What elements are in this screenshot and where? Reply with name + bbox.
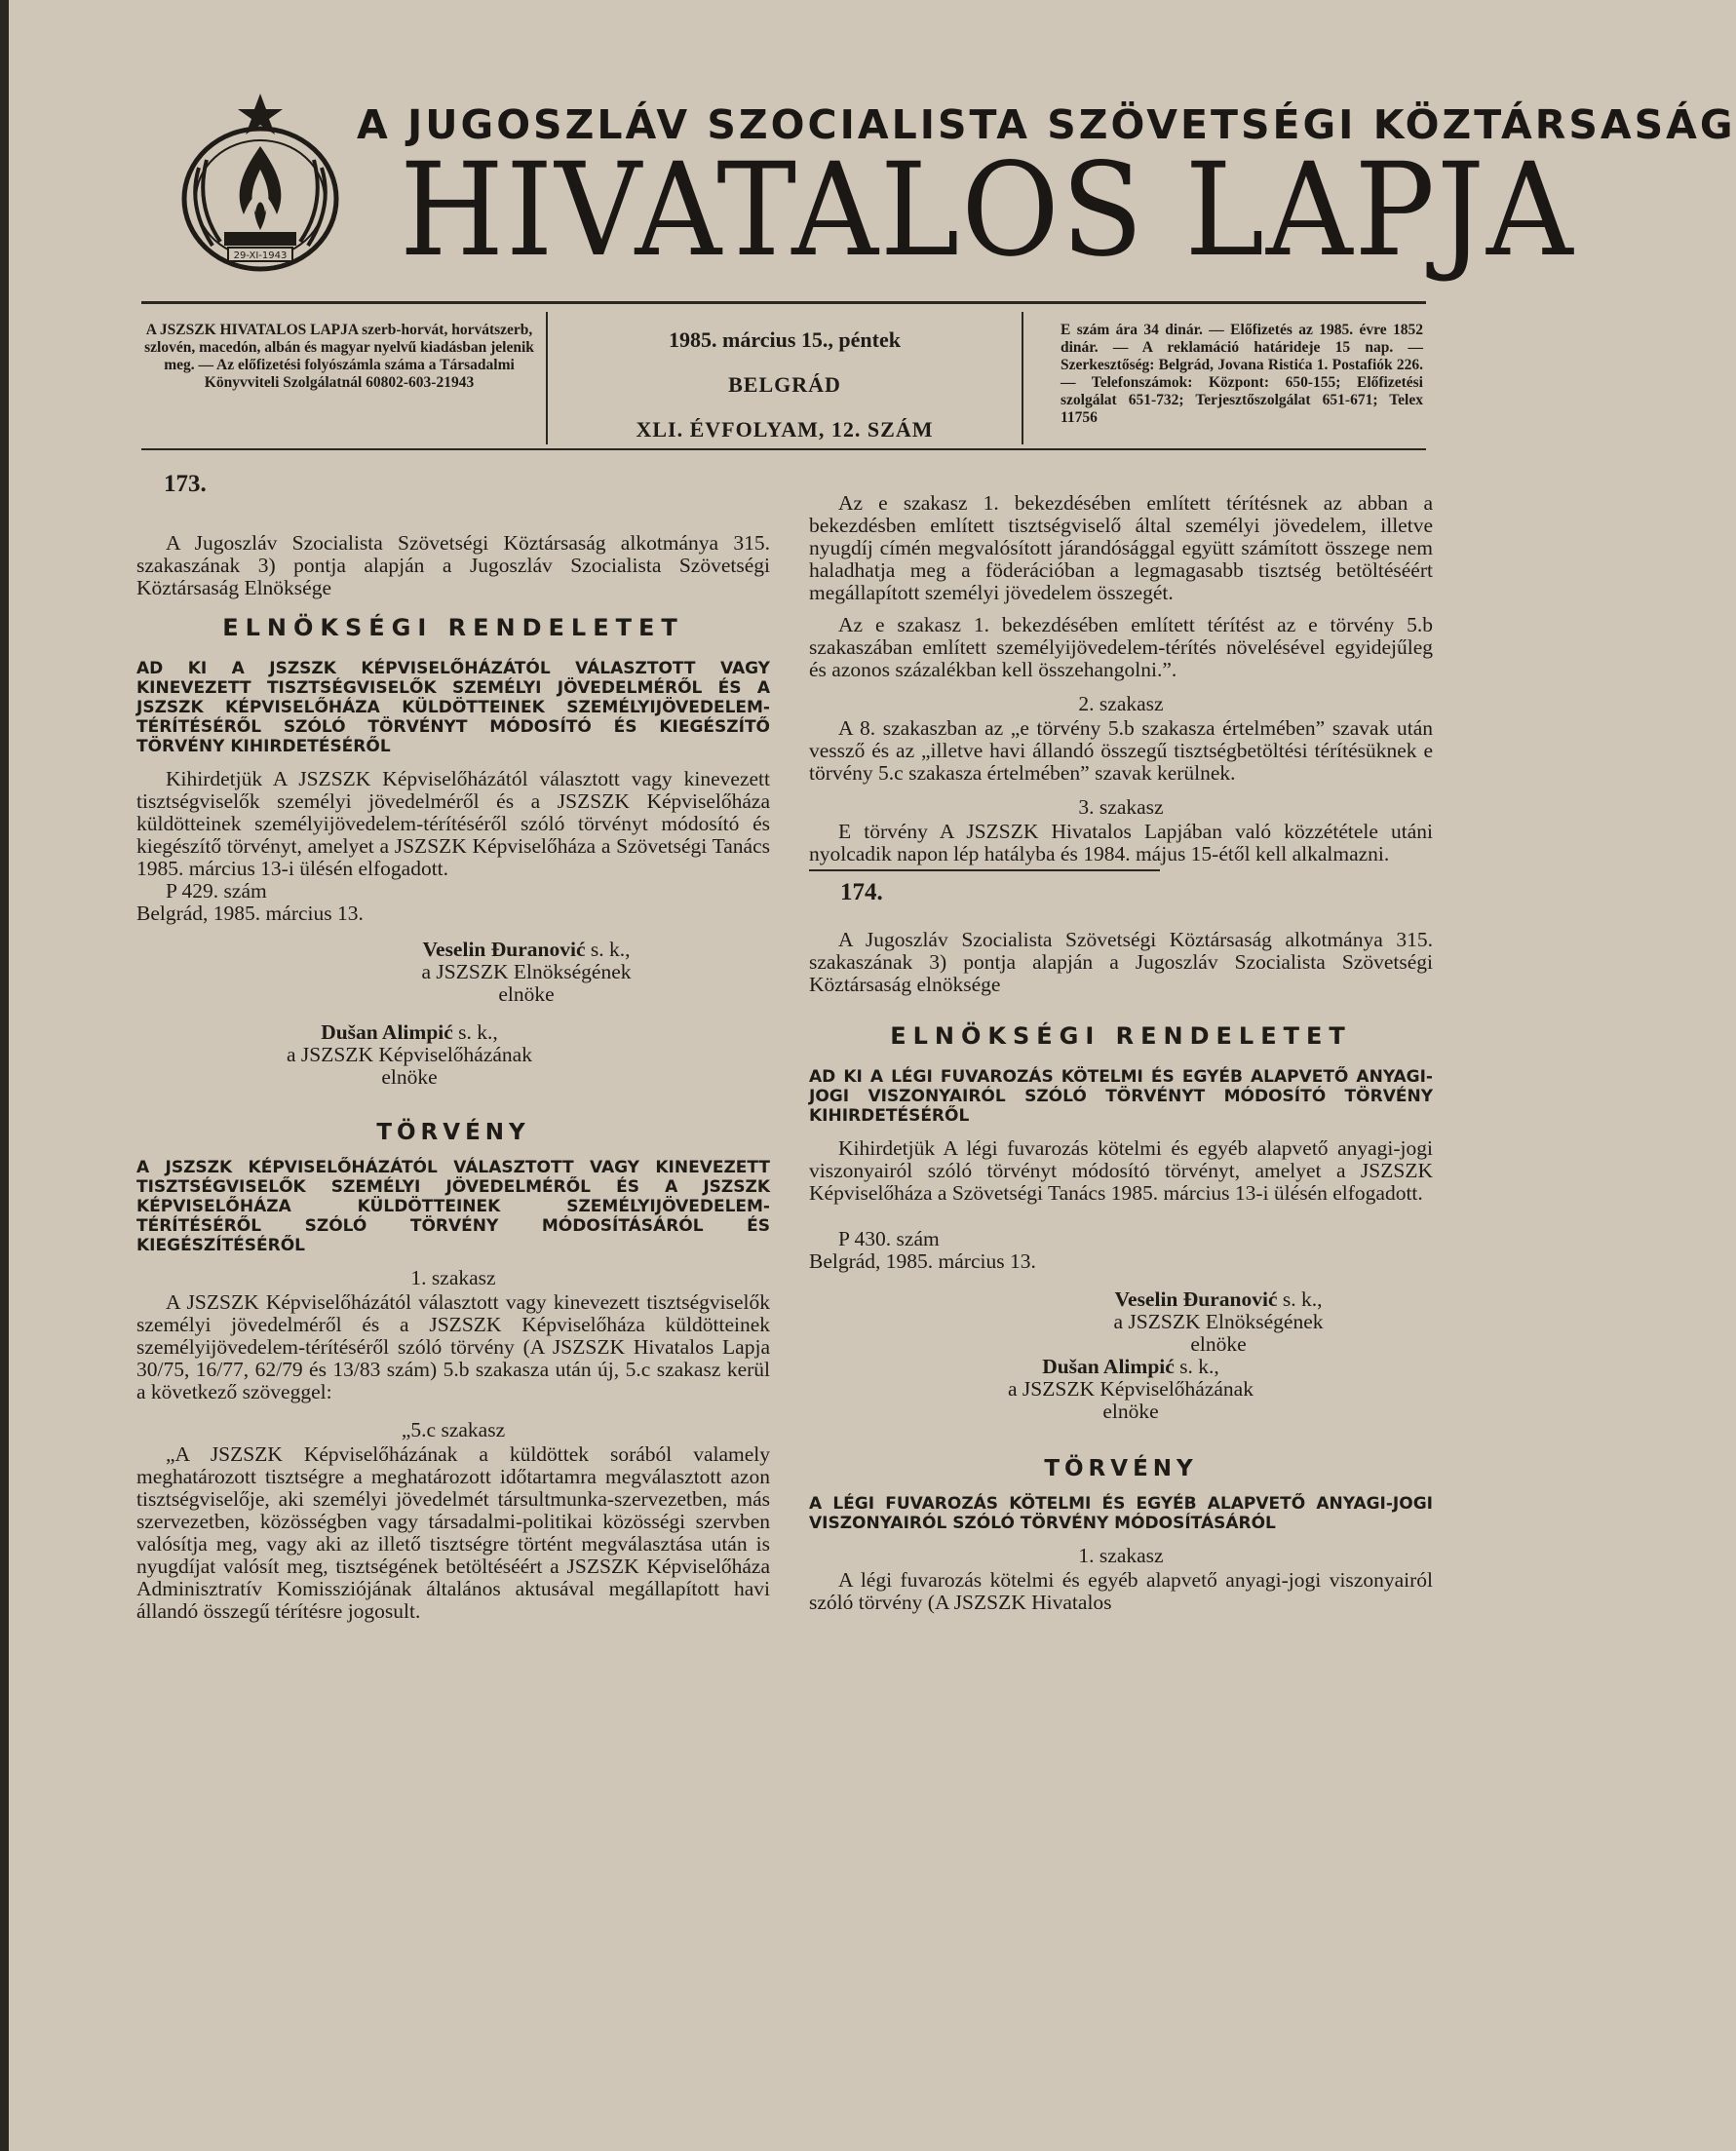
signatory-role-2: elnöke [381,1065,438,1089]
header-divider-left [546,312,548,444]
signatory-role: a JSZSZK Képviselőházának [1008,1377,1254,1401]
reference-number: P 429. szám [166,879,267,903]
signatory-name: Dušan Alimpić [1042,1355,1175,1378]
emblem-date: 29-XI-1943 [233,250,288,261]
signatory-role: a JSZSZK Elnökségének [421,960,632,983]
place-date: Belgrád, 1985. március 13. [809,1249,1036,1273]
signatory-role-2: elnöke [1102,1400,1159,1423]
law-title: TÖRVÉNY [376,1120,530,1145]
issue-city: BELGRÁD [728,372,841,397]
signatory-sk: s. k., [1179,1355,1219,1378]
header-divider-right [1022,312,1023,444]
section-heading: 1. szakasz [410,1266,496,1289]
masthead-top-line: A JUGOSZLÁV SZOCIALISTA SZÖVETSÉGI KÖZTÁRSASÁG [357,101,1736,148]
item-number: 173. [164,471,207,497]
signatory-name: Veselin Đuranović [422,938,586,961]
signature-block-1 [380,939,673,1006]
paragraph: Az e szakasz 1. bekezdésében említett térítésnek az abban a bekezdésben említett tisztségviselő által személyi jövedelem, illetve nyugdíj címén megvalósított járandósággal együtt számított összege nem haladhatja meg a föderációban a legmagasabb tisztség betöltéséért megállapított személyi jövedelem összegét. [809,491,1433,604]
signatory-sk: s. k., [1282,1287,1323,1311]
decree-subtitle: AD KI A LÉGI FUVAROZÁS KÖTELMI ÉS EGYÉB ALAPVETŐ ANYAGI-JOGI VISZONYAIRÓL SZÓLÓ TÖRVÉNYT MÓDOSÍTÓ TÖRVÉNY KIHIRDETÉSÉRŐL [809,1067,1433,1126]
decree-title: ELNÖKSÉGI RENDELETET [222,614,684,641]
reference-number: P 430. szám [838,1227,940,1250]
signatory-name: Veselin Đuranović [1114,1287,1278,1311]
right-column [809,492,1433,1614]
header-issue-block [565,327,1004,442]
header-rule-top [141,301,1426,304]
signatory-role: a JSZSZK Képviselőházának [287,1043,532,1066]
legal-basis-paragraph: A Jugoszláv Szocialista Szövetségi Köztársaság alkotmánya 315. szakaszának 3) pontja alapján a Jugoszláv Szocialista Szövetségi Köztársaság Elnöksége [136,531,770,599]
section-5c-text: „A JSZSZK Képviselőházának a küldöttek sorából valamely meghatározott tisztségre a meghatározott időtartamra megválasztott azon tisztségviselője, aki személyi jövedelmét társultmunka-szervezetben, más szervezetben, közösségben vagy társadalmi-politikai közösségi szervben valósítja meg, vagy aki az illető tisztségre történt megválasztása után is nyugdíjat valósít meg, tisztségének betöltéséért a JSZSZK Képviselőháza Adminisztratív Komissziójának általános aktusával megállapított havi állandó összegű térítésre jogosult. [136,1442,770,1623]
masthead-title: HIVATALOS LAPJA [400,135,1575,286]
section-heading: 1. szakasz [1078,1544,1164,1567]
item-number: 174. [840,879,883,905]
page-edge-shadow [0,0,9,2151]
paragraph: Az e szakasz 1. bekezdésében említett térítést az e törvény 5.b szakaszában említett személyijövedelem-térítés növelésével egyidejűleg és azonos százalékban kell összehangolni.”. [809,613,1433,681]
section-text: E törvény A JSZSZK Hivatalos Lapjában való közzététele utáni nyolcadik napon lép hatályba és 1984. május 15-étől kell alkalmazni. [809,820,1433,865]
place-date: Belgrád, 1985. március 13. [136,902,364,925]
separator-rule [809,869,1160,871]
issue-date: 1985. március 15., péntek [669,327,901,352]
section-heading: 3. szakasz [1078,795,1164,819]
decree-title: ELNÖKSÉGI RENDELETET [890,1022,1352,1050]
signatory-role: a JSZSZK Elnökségének [1113,1310,1324,1333]
header-rule-bottom [141,448,1426,450]
signatory-name: Dušan Alimpić [321,1020,453,1044]
proclamation-paragraph: Kihirdetjük A JSZSZK Képviselőházától választott vagy kinevezett tisztségviselők személyi jövedelméről és a JSZSZK Képviselőháza küldötteinek személyijövedelem-térítéséről szóló törvényt módosító és kiegészítő törvényt, amelyet a JSZSZK Képviselőháza a Szövetségi Tanács 1985. március 13-i ülésén elfogadott. [136,767,770,880]
decree-subtitle: AD KI A JSZSZK KÉPVISELŐHÁZÁTÓL VÁLASZTOTT VAGY KINEVEZETT TISZTSÉGVISELŐK SZEMÉLYI JÖVEDELMÉRŐL ÉS A JSZSZK KÉPVISELŐHÁZA KÜLDÖTTEINEK SZEMÉLYIJÖVEDELEM-TÉRÍTÉSÉRŐL SZÓLÓ TÖRVÉNYT MÓDOSÍTÓ ÉS KIEGÉSZÍTŐ TÖRVÉNY KIHIRDETÉSÉRŐL [136,659,770,756]
issue-number: XLI. ÉVFOLYAM, 12. SZÁM [636,417,934,442]
signature-block-2 [945,1356,1316,1423]
signatory-role-2: elnöke [498,982,555,1006]
proclamation-paragraph: Kihirdetjük A légi fuvarozás kötelmi és egyéb alapvető anyagi-jogi viszonyairól szóló törvényt módosító törvényt, amelyet a JSZSZK Képviselőháza a Szövetségi Tanács 1985. március 13-i ülésén elfogadott. [809,1136,1433,1205]
section-heading: 2. szakasz [1078,692,1164,715]
header-pricing-contact: E szám ára 34 dinár. — Előfizetés az 1985. évre 1852 dinár. — A reklamáció határideje 15 nap. — Szerkesztőség: Belgrád, Jovana Ristića 1. Postafiók 226. — Telefonszámok: Központ: 650-155; Előfizetési szolgálat 651-732; Terjesztőszolgálat 651-671; Telex 11756 [1061,322,1423,426]
signature-block-1 [1062,1288,1374,1356]
section-text: A 8. szakaszban az „e törvény 5.b szakasza értelmében” szavak után vessző és az „illetve havi állandó összegű tisztségbetöltési térítésüknek e törvény 5.c szakasza értelmében” szavak kerülnek. [809,716,1433,785]
coat-of-arms-emblem [174,90,347,285]
section-heading-5c: „5.c szakasz [401,1418,506,1441]
signature-block-2 [263,1021,556,1089]
legal-basis-paragraph: A Jugoszláv Szocialista Szövetségi Köztársaság alkotmánya 315. szakaszának 3) pontja alapján a Jugoszláv Szocialista Szövetségi Köztársaság elnöksége [809,928,1433,996]
section-text: A JSZSZK Képviselőházától választott vagy kinevezett tisztségviselők személyi jövedelméről és a JSZSZK Képviselőháza küldötteinek személyijövedelem-térítéséről szóló törvény (A JSZSZK Hivatalos Lapja 30/75, 16/77, 62/79 és 13/83 szám) 5.b szakasza után új, 5.c szakasz kerül a következő szöveggel: [136,1290,770,1403]
signatory-role-2: elnöke [1190,1332,1247,1356]
law-subtitle: A LÉGI FUVAROZÁS KÖTELMI ÉS EGYÉB ALAPVETŐ ANYAGI-JOGI VISZONYAIRÓL SZÓLÓ TÖRVÉNY MÓDOSÍTÁSÁRÓL [809,1494,1433,1533]
section-text: A légi fuvarozás kötelmi és egyéb alapvető anyagi-jogi viszonyairól szóló törvény (A JSZSZK Hivatalos [809,1568,1433,1614]
signatory-sk: s. k., [590,938,631,961]
header-publication-info: A JSZSZK HIVATALOS LAPJA szerb-horvát, horvátszerb, szlovén, macedón, albán és magyar nyelvű kiadásban jelenik meg. — Az előfizetési folyószámla száma a Társadalmi Könyvviteli Szolgálatnál 60802-603-21943 [144,322,534,391]
law-title: TÖRVÉNY [1044,1456,1198,1481]
left-column [136,473,770,1623]
signatory-sk: s. k., [458,1020,498,1044]
law-subtitle: A JSZSZK KÉPVISELŐHÁZÁTÓL VÁLASZTOTT VAGY KINEVEZETT TISZTSÉGVISELŐK SZEMÉLYI JÖVEDELMÉRŐL ÉS A JSZSZK KÉPVISELŐHÁZA KÜLDÖTTEINEK SZEMÉLYIJÖVEDELEM-TÉRÍTÉSÉRŐL SZÓLÓ TÖRVÉNY MÓDOSÍTÁSÁRÓL ÉS KIEGÉSZÍTÉSÉRŐL [136,1158,770,1255]
